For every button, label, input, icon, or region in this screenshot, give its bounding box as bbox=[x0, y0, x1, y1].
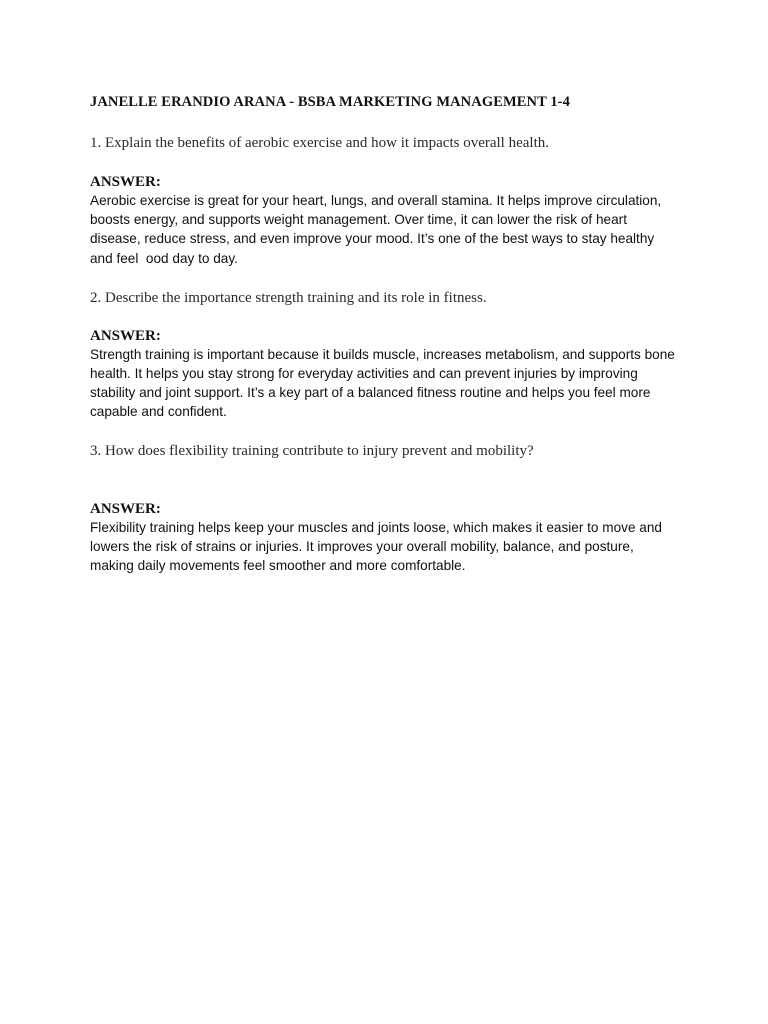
answer-1-label: ANSWER: bbox=[90, 174, 161, 190]
document-title: JANELLE ERANDIO ARANA - BSBA MARKETING MANAGEMENT 1-4 bbox=[90, 94, 570, 110]
answer-3-text: Flexibility training helps keep your muscles and joints loose, which makes it easier to move and lowers the risk of strains or injuries. It improves your overall mobility, balance, and posture, making daily movements feel smoother and more comfortable. bbox=[90, 519, 662, 574]
question-3: 3. How does flexibility training contribute to injury prevent and mobility? bbox=[90, 442, 534, 459]
answer-1-text: Aerobic exercise is great for your heart, lungs, and overall stamina. It helps improve circulation, boosts energy, and supports weight management. Over time, it can lower the risk of heart disease, reduce stress, and even improve your mood. It’s one of the best ways to stay healthy and feel ood day to day. bbox=[90, 193, 665, 266]
answer-3-label: ANSWER: bbox=[90, 500, 161, 517]
answer-2-label: ANSWER: bbox=[90, 327, 161, 344]
question-1: 1. Explain the benefits of aerobic exercise and how it impacts overall health. bbox=[90, 135, 550, 151]
document-body bbox=[90, 93, 680, 575]
answer-2-text: Strength training is important because it builds muscle, increases metabolism, and supports bone health. It helps you stay strong for everyday activities and can prevent injuries by improving stability and joint support. It’s a key part of a balanced fitness routine and helps you feel more capable and confident. bbox=[90, 346, 675, 420]
question-2: 2. Describe the importance strength training and its role in fitness. bbox=[90, 289, 487, 306]
